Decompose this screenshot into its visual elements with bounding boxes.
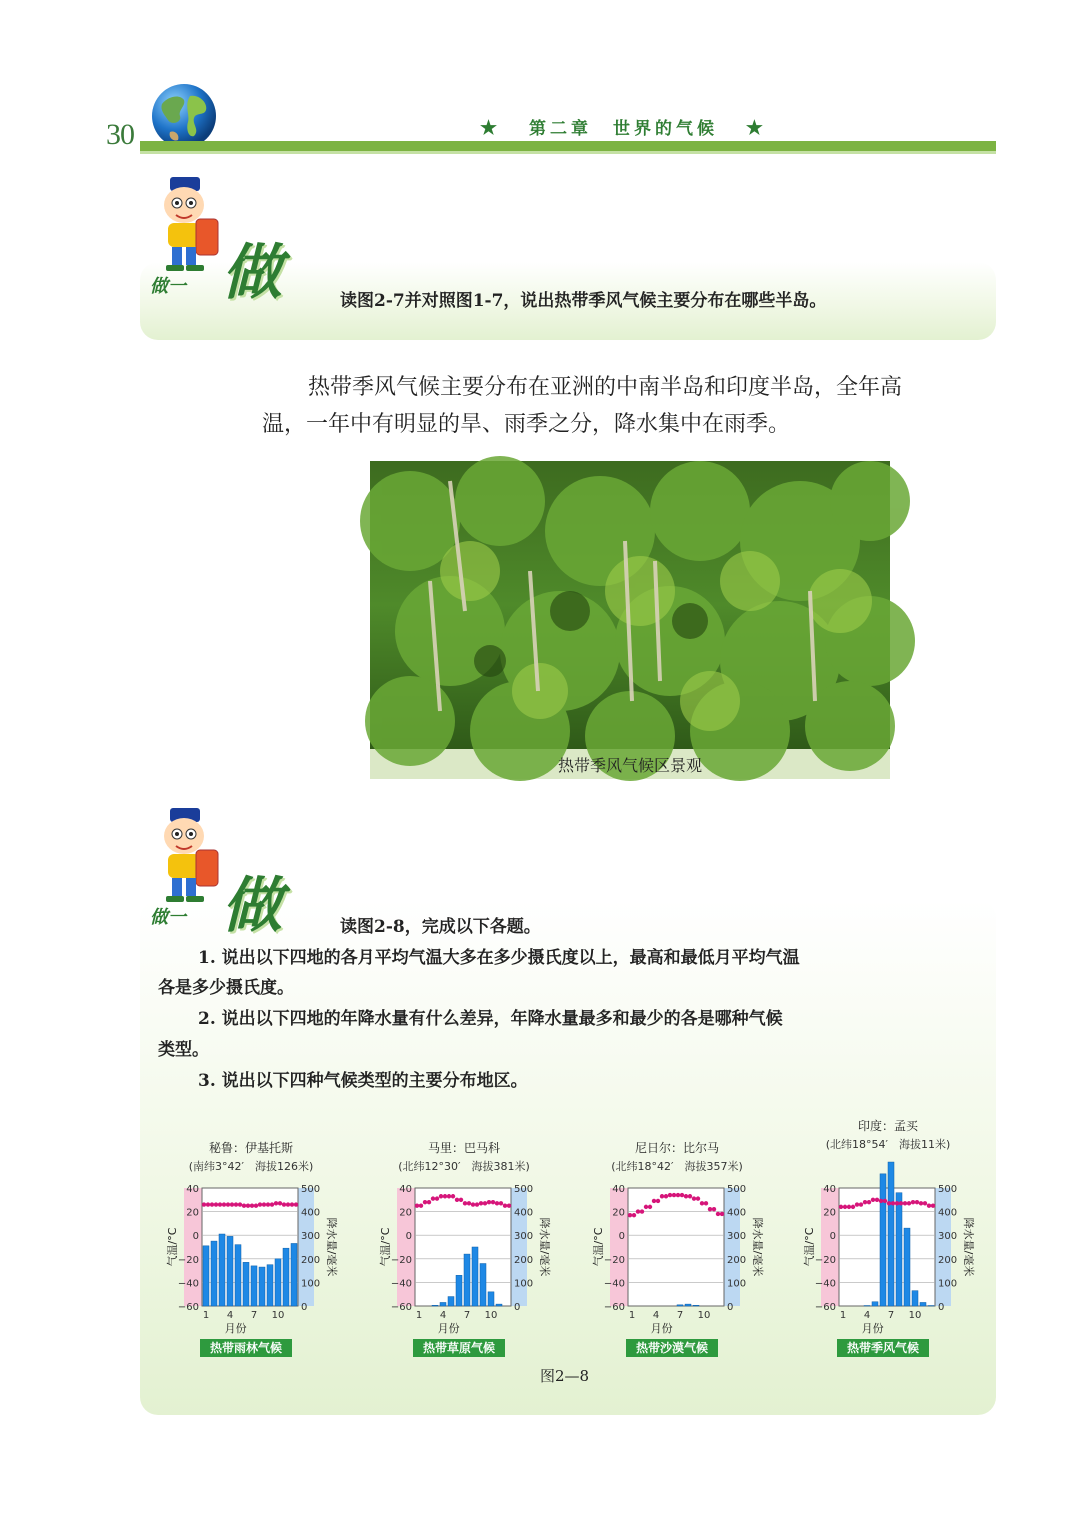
temp-dot: [286, 1202, 290, 1206]
temp-dot: [495, 1201, 499, 1205]
precip-tick-label: 500: [514, 1184, 534, 1195]
temp-dot: [632, 1213, 636, 1217]
x-tick-label: 4: [652, 1310, 660, 1321]
temp-tick-label: −40: [390, 1278, 412, 1290]
activity-1-task: 读图2-7并对照图1-7，说出热带季风气候主要分布在哪些半岛。: [340, 291, 827, 311]
climate-chart-svg: [379, 1138, 549, 1363]
temp-dot: [491, 1200, 495, 1204]
climate-label: 热带沙漠气候: [635, 1341, 709, 1355]
precip-tick-label: 200: [301, 1254, 321, 1266]
star-icon: ★: [745, 117, 767, 139]
temp-dot: [855, 1202, 859, 1206]
x-tick-label: 7: [887, 1310, 895, 1321]
temp-dot: [439, 1194, 443, 1198]
temp-dot: [628, 1213, 632, 1217]
precip-bar: [291, 1243, 297, 1306]
chart-subtitle: (北纬18°54′ 海拔11米): [825, 1138, 951, 1151]
temp-dot: [258, 1202, 262, 1206]
temp-dot: [652, 1199, 656, 1203]
temp-dot: [911, 1200, 915, 1204]
temp-tick-label: −20: [814, 1254, 836, 1266]
chart-subtitle: (北纬12°30′ 海拔381米): [398, 1160, 530, 1173]
x-axis-label: 月份: [437, 1322, 460, 1335]
temp-tick-label: −20: [603, 1254, 625, 1266]
temp-dot: [843, 1205, 847, 1209]
climate-chart-svg: [166, 1138, 336, 1363]
precip-tick-label: 500: [938, 1184, 958, 1195]
climate-chart-4: [803, 1116, 973, 1363]
activity-label-small: 做一: [150, 907, 186, 928]
temp-dot: [700, 1201, 704, 1205]
temp-axis-label: 气温/°C: [166, 1227, 179, 1267]
temp-dot: [859, 1202, 863, 1206]
question-1-line-1: 1. 说出以下四地的各月平均气温大多在多少摄氏度以上，最高和最低月平均气温: [198, 948, 800, 968]
temp-dot: [427, 1200, 431, 1204]
plot-area: [628, 1188, 724, 1306]
precip-tick-label: 100: [938, 1278, 958, 1290]
temp-tick-label: 40: [399, 1184, 412, 1195]
temp-dot: [471, 1202, 475, 1206]
x-tick-label: 4: [863, 1310, 871, 1321]
precip-bar: [496, 1304, 502, 1306]
precip-bar: [448, 1297, 454, 1306]
climate-chart-svg: [803, 1116, 973, 1363]
temp-tick-label: −60: [177, 1302, 199, 1313]
temp-tick-label: 40: [186, 1184, 199, 1195]
temp-dot: [250, 1204, 254, 1208]
temp-dot: [923, 1201, 927, 1205]
forest-photo: [370, 461, 890, 749]
climate-label: 热带季风气候: [846, 1341, 920, 1355]
temp-dot: [210, 1202, 214, 1206]
temp-dot: [899, 1201, 903, 1205]
temp-dot: [266, 1202, 270, 1206]
precip-bar: [243, 1262, 249, 1306]
temp-dot: [684, 1194, 688, 1198]
temp-dot: [419, 1204, 423, 1208]
precip-bar: [488, 1292, 494, 1306]
temp-axis-label: 气温/°C: [379, 1227, 392, 1267]
temp-dot: [487, 1200, 491, 1204]
temp-dot: [467, 1201, 471, 1205]
precip-bar: [896, 1193, 902, 1306]
temp-dot: [226, 1202, 230, 1206]
temp-dot: [640, 1209, 644, 1213]
precip-bar: [219, 1234, 225, 1306]
temp-dot: [290, 1202, 294, 1206]
temp-dot: [708, 1207, 712, 1211]
precip-tick-label: 300: [301, 1231, 321, 1243]
climate-chart-svg: [592, 1138, 762, 1363]
temp-dot: [867, 1200, 871, 1204]
temp-dot: [475, 1202, 479, 1206]
temp-dot: [443, 1194, 447, 1198]
precip-tick-label: 100: [301, 1278, 321, 1290]
temp-axis-label: 气温/°C: [592, 1227, 605, 1267]
temp-tick-label: 0: [192, 1231, 199, 1243]
header-rule: [140, 141, 996, 151]
precip-bar: [888, 1162, 894, 1306]
temp-dot: [507, 1204, 511, 1208]
temp-dot: [206, 1202, 210, 1206]
precip-tick-label: 400: [301, 1207, 321, 1219]
temp-dot: [459, 1198, 463, 1202]
precip-bar: [227, 1236, 233, 1306]
precip-tick-label: 300: [727, 1231, 747, 1243]
precip-tick-label: 200: [514, 1254, 534, 1266]
temp-dot: [720, 1212, 724, 1216]
temp-dot: [887, 1201, 891, 1205]
temp-dot: [712, 1207, 716, 1211]
mascot-icon: [148, 806, 224, 906]
precip-tick-label: 100: [514, 1278, 534, 1290]
precip-bar: [880, 1174, 886, 1306]
mascot-icon: [148, 175, 224, 275]
chart-subtitle: (南纬3°42′ 海拔126米): [188, 1160, 314, 1173]
temp-dot: [202, 1202, 206, 1206]
climate-label: 热带草原气候: [422, 1341, 496, 1355]
precip-bar: [203, 1246, 209, 1306]
activity-label-big: 做: [222, 871, 282, 941]
plot-area: [415, 1188, 511, 1306]
precip-tick-label: 0: [938, 1302, 945, 1313]
x-axis-label: 月份: [224, 1322, 247, 1335]
temp-tick-label: 0: [618, 1231, 625, 1243]
precip-tick-label: 200: [727, 1254, 747, 1266]
temp-tick-label: −60: [603, 1302, 625, 1313]
precip-bar: [211, 1241, 217, 1306]
temp-tick-label: −40: [814, 1278, 836, 1290]
temp-dot: [680, 1193, 684, 1197]
temp-tick-label: −60: [814, 1302, 836, 1313]
precip-tick-label: 200: [938, 1254, 958, 1266]
climate-chart-3: [592, 1138, 762, 1363]
temp-dot: [499, 1201, 503, 1205]
temp-dot: [919, 1201, 923, 1205]
question-3: 3. 说出以下四种气候类型的主要分布地区。: [198, 1071, 528, 1091]
temp-dot: [644, 1205, 648, 1209]
precip-tick-label: 300: [514, 1231, 534, 1243]
temp-dot: [664, 1194, 668, 1198]
temp-tick-label: 40: [823, 1184, 836, 1195]
x-tick-label: 1: [415, 1310, 423, 1321]
temp-dot: [463, 1201, 467, 1205]
temp-dot: [839, 1205, 843, 1209]
globe-icon: [150, 82, 218, 150]
precip-bar: [920, 1302, 926, 1306]
temp-dot: [692, 1196, 696, 1200]
temp-tick-label: 40: [612, 1184, 625, 1195]
temp-dot: [483, 1201, 487, 1205]
precip-bar: [283, 1248, 289, 1306]
temp-tick-label: 0: [829, 1231, 836, 1243]
precip-bar: [259, 1267, 265, 1306]
precip-tick-label: 400: [514, 1207, 534, 1219]
temp-dot: [479, 1201, 483, 1205]
climate-label: 热带雨林气候: [209, 1341, 283, 1355]
temp-dot: [656, 1199, 660, 1203]
temp-dot: [423, 1200, 427, 1204]
chart-title: 马里：巴马科: [427, 1141, 501, 1155]
paragraph-line-1: 热带季风气候主要分布在亚洲的中南半岛和印度半岛，全年高: [308, 375, 903, 400]
temp-dot: [294, 1202, 298, 1206]
temp-tick-label: 20: [186, 1207, 199, 1219]
precip-bar: [267, 1265, 273, 1306]
temp-dot: [851, 1205, 855, 1209]
temp-dot: [660, 1194, 664, 1198]
x-tick-label: 7: [250, 1310, 258, 1321]
x-tick-label: 4: [439, 1310, 447, 1321]
precip-tick-label: 500: [301, 1184, 321, 1195]
temp-dot: [214, 1202, 218, 1206]
x-axis-label: 月份: [650, 1322, 673, 1335]
photo-caption: 热带季风气候区景观: [557, 758, 702, 775]
temp-dot: [903, 1201, 907, 1205]
x-tick-label: 1: [839, 1310, 847, 1321]
question-2-line-1: 2. 说出以下四地的年降水量有什么差异，年降水量最多和最少的各是哪种气候: [198, 1009, 783, 1029]
temp-tick-label: 20: [399, 1207, 412, 1219]
temp-dot: [871, 1198, 875, 1202]
precip-bar: [456, 1275, 462, 1306]
x-axis-label: 月份: [861, 1322, 884, 1335]
temp-dot: [883, 1199, 887, 1203]
precip-bar: [251, 1266, 257, 1306]
x-tick-label: 1: [628, 1310, 636, 1321]
temp-dot: [927, 1204, 931, 1208]
precip-bar: [235, 1245, 241, 1306]
temp-dot: [242, 1204, 246, 1208]
precip-bar: [904, 1228, 910, 1306]
temp-dot: [234, 1202, 238, 1206]
precip-bar: [432, 1305, 438, 1306]
temp-dot: [455, 1198, 459, 1202]
precip-bar: [677, 1305, 683, 1306]
precip-bar: [472, 1247, 478, 1306]
temp-dot: [931, 1204, 935, 1208]
precip-bar: [693, 1305, 699, 1306]
temp-dot: [672, 1193, 676, 1197]
climate-chart-1: [166, 1138, 336, 1363]
x-tick-label: 10: [484, 1310, 498, 1321]
precip-tick-label: 0: [301, 1302, 308, 1313]
chart-title: 印度：孟买: [857, 1119, 919, 1133]
precip-bar: [685, 1304, 691, 1306]
temp-dot: [262, 1202, 266, 1206]
precip-tick-label: 400: [938, 1207, 958, 1219]
x-tick-label: 10: [697, 1310, 711, 1321]
chapter-title-text: 第二章 世界的气候: [528, 119, 718, 139]
temp-dot: [636, 1209, 640, 1213]
temp-dot: [696, 1196, 700, 1200]
x-tick-label: 7: [676, 1310, 684, 1321]
temp-dot: [246, 1204, 250, 1208]
temp-tick-label: −20: [390, 1254, 412, 1266]
temp-axis-label: 气温/°C: [803, 1227, 816, 1267]
temp-dot: [648, 1205, 652, 1209]
precip-tick-label: 300: [938, 1231, 958, 1243]
precip-axis-label: 降水量/毫米: [325, 1217, 338, 1277]
temp-dot: [218, 1202, 222, 1206]
temp-dot: [270, 1202, 274, 1206]
header-rule-thin: [140, 151, 996, 154]
activity-label-small: 做一: [150, 276, 186, 297]
precip-tick-label: 100: [727, 1278, 747, 1290]
temp-dot: [907, 1201, 911, 1205]
question-1-line-2: 各是多少摄氏度。: [158, 978, 294, 998]
precip-axis-label: 降水量/毫米: [538, 1217, 551, 1277]
chart-subtitle: (北纬18°42′ 海拔357米): [611, 1160, 743, 1173]
temp-dot: [879, 1199, 883, 1203]
temp-dot: [451, 1194, 455, 1198]
temp-tick-label: −20: [177, 1254, 199, 1266]
temp-dot: [891, 1201, 895, 1205]
temp-dot: [278, 1201, 282, 1205]
temp-tick-label: 20: [823, 1207, 836, 1219]
temp-dot: [704, 1201, 708, 1205]
temp-dot: [222, 1202, 226, 1206]
temp-dot: [716, 1212, 720, 1216]
temp-dot: [863, 1200, 867, 1204]
activity-2-intro: 读图2-8，完成以下各题。: [340, 917, 541, 937]
temp-dot: [282, 1202, 286, 1206]
climate-chart-2: [379, 1138, 549, 1363]
temp-dot: [895, 1201, 899, 1205]
temp-tick-label: −40: [603, 1278, 625, 1290]
temp-dot: [447, 1194, 451, 1198]
x-tick-label: 1: [202, 1310, 210, 1321]
temp-dot: [915, 1200, 919, 1204]
page-number: 30: [106, 118, 134, 151]
temp-dot: [431, 1196, 435, 1200]
precip-bar: [440, 1302, 446, 1306]
temp-tick-label: −40: [177, 1278, 199, 1290]
precip-axis-label: 降水量/毫米: [962, 1217, 975, 1277]
temp-dot: [274, 1201, 278, 1205]
precip-tick-label: 0: [727, 1302, 734, 1313]
temp-tick-label: 20: [612, 1207, 625, 1219]
precip-bar: [912, 1291, 918, 1306]
temp-dot: [238, 1202, 242, 1206]
x-tick-label: 4: [226, 1310, 234, 1321]
temp-dot: [435, 1196, 439, 1200]
temp-dot: [230, 1202, 234, 1206]
temp-dot: [688, 1194, 692, 1198]
temp-dot: [254, 1204, 258, 1208]
temp-tick-label: 0: [405, 1231, 412, 1243]
precip-bar: [464, 1254, 470, 1306]
precip-tick-label: 500: [727, 1184, 747, 1195]
precip-axis-label: 降水量/毫米: [751, 1217, 764, 1277]
chart-title: 秘鲁：伊基托斯: [208, 1141, 294, 1155]
x-tick-label: 10: [271, 1310, 285, 1321]
temp-dot: [415, 1204, 419, 1208]
temp-dot: [847, 1205, 851, 1209]
chart-title: 尼日尔：比尔马: [634, 1141, 720, 1155]
temp-dot: [503, 1204, 507, 1208]
x-tick-label: 7: [463, 1310, 471, 1321]
temp-tick-label: −60: [390, 1302, 412, 1313]
precip-bar: [275, 1259, 281, 1306]
activity-label-big: 做: [222, 238, 282, 308]
star-icon: ★: [480, 117, 502, 139]
x-tick-label: 10: [908, 1310, 922, 1321]
precip-bar: [872, 1302, 878, 1306]
chapter-title: [480, 114, 767, 139]
temp-dot: [875, 1198, 879, 1202]
precip-tick-label: 400: [727, 1207, 747, 1219]
question-2-line-2: 类型。: [158, 1040, 209, 1060]
precip-tick-label: 0: [514, 1302, 521, 1313]
figure-caption: 图2—8: [540, 1367, 590, 1385]
paragraph-line-2: 温，一年中有明显的旱、雨季之分，降水集中在雨季。: [262, 412, 791, 437]
precip-bar: [480, 1264, 486, 1306]
temp-dot: [676, 1193, 680, 1197]
temp-dot: [668, 1193, 672, 1197]
